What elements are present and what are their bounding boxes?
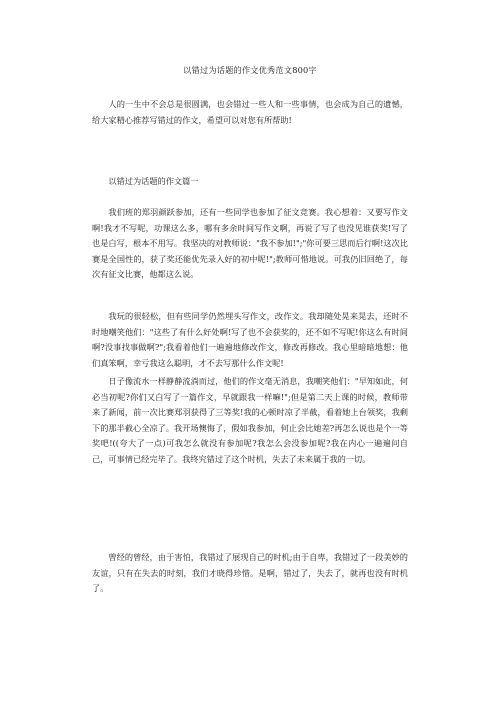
body-paragraph-1: 我们班的郑羽颜跃参加，还有一些同学也参加了征文竞赛。我心想着：又要写作文啊!我才不写呢，功课这么多，哪有多余时间写作文啊，再说了写了也没见谁获奖!写了也是白写，根本不用写。我坚决的对教师说："我不参加!";"你可要三思而后行啊!这次比赛是全国性的，获了奖还能优先录入好的初中呢!";教师可惜地说。可我仍旧回绝了，每次有征文比赛，他都这么说。 xyxy=(92,207,408,280)
body-paragraph-3: 日子像流水一样静静流淌而过，他们的作文毫无消息，我嘲笑他们："早知如此，何必当初呢?你们又白写了一篇作文，早就跟我一样嘛!";但是第二天上课的时候，教师带来了新闻，前一次比赛郑羽获得了三等奖!我的心顿时凉了半截，看着她上台领奖，我剩下的那半截心全凉了。我开场懊悔了，假如我参加，何止会比她差?再怎么说也是个一等奖吧!((夸大了一点)可我怎么就没有参加呢?我怎么会没参加呢?我在内心一遍遍问自己，可事情已经完毕了。我终究错过了这个时机，失去了未来属于我的一切。 xyxy=(92,376,408,464)
document-title: 以错过为话题的作文优秀范文800字 xyxy=(183,65,317,75)
body-paragraph-4: 曾经的曾经，由于害怕，我错过了展现自己的时机;由于自卑，我错过了一段美妙的友谊，只有在失去的时刻，我们才晓得珍惜。是啊，错过了，失去了，就再也没有时机了。 xyxy=(92,552,408,594)
body-paragraph-2: 我玩的很轻松，但有些同学仍然埋头写作文，改作文。我却随处晃来晃去，还时不时地嘲笑他们："这些了有什么好处啊!写了也不会获奖的，还不如不写呢!你这么有时间啊?没事找事做啊?";我看着他们一遍遍地修改作文，修改再修改。我心里暗暗地想：他们真笨啊，幸亏我这么聪明，才不去写那什么作文呢! xyxy=(92,311,408,368)
intro-paragraph: 人的一生中不会总是很圆满，也会错过一些人和一些事情，也会成为自己的遗憾，给大家精心推荐写错过的作文，希望可以对您有所帮助! xyxy=(92,99,408,125)
section-heading: 以错过为话题的作文篇一 xyxy=(108,176,199,186)
